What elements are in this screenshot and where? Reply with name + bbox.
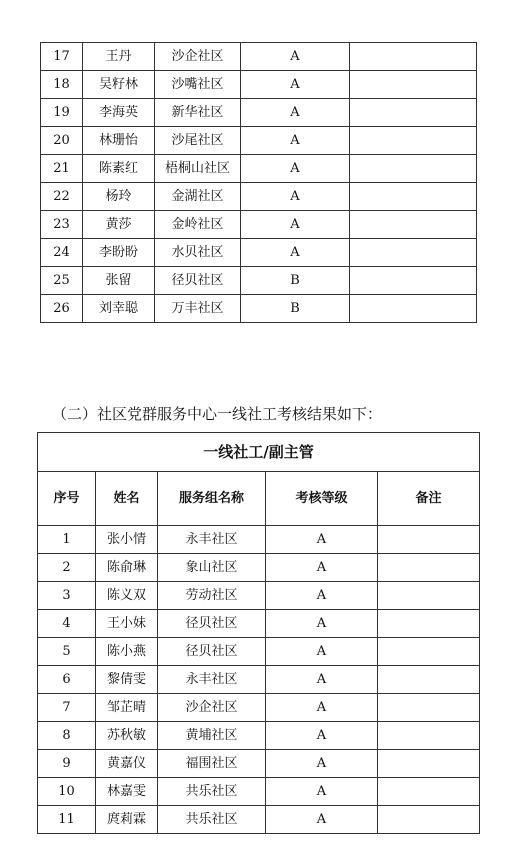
- cell-grade: A: [266, 526, 378, 554]
- cell-note: [378, 750, 480, 778]
- cell-grade: A: [266, 554, 378, 582]
- cell-grade: B: [241, 267, 350, 295]
- cell-name: 杨玲: [83, 183, 155, 211]
- cell-note: [378, 694, 480, 722]
- cell-name: 邹芷晴: [96, 694, 158, 722]
- cell-note: [350, 295, 477, 323]
- cell-community: 径贝社区: [158, 638, 266, 666]
- cell-grade: A: [266, 778, 378, 806]
- table-row: [38, 526, 480, 554]
- cell-name: 张留: [83, 267, 155, 295]
- cell-community: 万丰社区: [155, 295, 241, 323]
- cell-grade: A: [241, 43, 350, 71]
- cell-grade: A: [266, 638, 378, 666]
- cell-no: 18: [41, 71, 83, 99]
- cell-no: 4: [38, 610, 96, 638]
- frontline-social-worker-table-body: [38, 526, 480, 834]
- cell-community: 黄埔社区: [158, 722, 266, 750]
- cell-community: 共乐社区: [158, 778, 266, 806]
- cell-no: 9: [38, 750, 96, 778]
- table-row: [41, 239, 477, 267]
- cell-note: [350, 239, 477, 267]
- cell-note: [378, 666, 480, 694]
- frontline-social-worker-table: [37, 432, 480, 834]
- cell-community: 径贝社区: [158, 610, 266, 638]
- cell-community: 金湖社区: [155, 183, 241, 211]
- cell-grade: A: [241, 99, 350, 127]
- cell-note: [350, 99, 477, 127]
- cell-note: [350, 43, 477, 71]
- table-row: [38, 722, 480, 750]
- table-header-row: [38, 472, 480, 526]
- table-row: [38, 638, 480, 666]
- cell-no: 5: [38, 638, 96, 666]
- cell-note: [350, 155, 477, 183]
- cell-note: [350, 267, 477, 295]
- cell-no: 20: [41, 127, 83, 155]
- assessment-table-part1-body: [41, 43, 477, 323]
- cell-no: 7: [38, 694, 96, 722]
- section-heading: （二）社区党群服务中心一线社工考核结果如下：: [52, 405, 383, 423]
- cell-community: 水贝社区: [155, 239, 241, 267]
- cell-no: 1: [38, 526, 96, 554]
- cell-name: 张小情: [96, 526, 158, 554]
- cell-grade: A: [241, 71, 350, 99]
- cell-community: 新华社区: [155, 99, 241, 127]
- cell-note: [378, 582, 480, 610]
- cell-grade: A: [266, 694, 378, 722]
- cell-name: 苏秋敏: [96, 722, 158, 750]
- cell-community: 沙嘴社区: [155, 71, 241, 99]
- header-grade: 考核等级: [266, 472, 378, 526]
- table-row: [38, 694, 480, 722]
- table-row: [38, 610, 480, 638]
- cell-grade: A: [266, 806, 378, 834]
- cell-no: 19: [41, 99, 83, 127]
- cell-name: 庹莉霖: [96, 806, 158, 834]
- cell-no: 22: [41, 183, 83, 211]
- table-title: 一线社工/副主管: [38, 433, 480, 472]
- cell-no: 3: [38, 582, 96, 610]
- table-row: [38, 554, 480, 582]
- table-row: [38, 778, 480, 806]
- header-name: 姓名: [96, 472, 158, 526]
- cell-community: 梧桐山社区: [155, 155, 241, 183]
- table-row: [41, 43, 477, 71]
- cell-no: 17: [41, 43, 83, 71]
- cell-community: 沙尾社区: [155, 127, 241, 155]
- cell-name: 陈俞琳: [96, 554, 158, 582]
- table-row: [41, 295, 477, 323]
- table-row: [38, 806, 480, 834]
- table-row: [41, 127, 477, 155]
- cell-grade: A: [241, 211, 350, 239]
- cell-name: 林嘉雯: [96, 778, 158, 806]
- cell-note: [378, 554, 480, 582]
- cell-name: 李盼盼: [83, 239, 155, 267]
- cell-grade: A: [241, 127, 350, 155]
- cell-name: 黄莎: [83, 211, 155, 239]
- cell-name: 李海英: [83, 99, 155, 127]
- cell-name: 陈义双: [96, 582, 158, 610]
- cell-note: [350, 71, 477, 99]
- table-row: [38, 582, 480, 610]
- cell-community: 金岭社区: [155, 211, 241, 239]
- cell-community: 径贝社区: [155, 267, 241, 295]
- cell-community: 共乐社区: [158, 806, 266, 834]
- table-row: [41, 71, 477, 99]
- table-row: [41, 183, 477, 211]
- cell-note: [350, 211, 477, 239]
- table-row: [38, 750, 480, 778]
- cell-community: 象山社区: [158, 554, 266, 582]
- cell-no: 25: [41, 267, 83, 295]
- cell-note: [378, 722, 480, 750]
- cell-no: 10: [38, 778, 96, 806]
- cell-grade: A: [241, 239, 350, 267]
- cell-no: 24: [41, 239, 83, 267]
- cell-grade: A: [266, 666, 378, 694]
- header-no: 序号: [38, 472, 96, 526]
- cell-community: 沙企社区: [158, 694, 266, 722]
- cell-community: 沙企社区: [155, 43, 241, 71]
- cell-note: [378, 778, 480, 806]
- cell-note: [378, 638, 480, 666]
- cell-name: 黄嘉仪: [96, 750, 158, 778]
- cell-name: 陈素红: [83, 155, 155, 183]
- cell-community: 永丰社区: [158, 526, 266, 554]
- cell-community: 福围社区: [158, 750, 266, 778]
- cell-no: 6: [38, 666, 96, 694]
- cell-grade: A: [266, 610, 378, 638]
- cell-note: [350, 127, 477, 155]
- cell-name: 刘幸聪: [83, 295, 155, 323]
- cell-community: 永丰社区: [158, 666, 266, 694]
- cell-grade: A: [266, 722, 378, 750]
- header-community: 服务组名称: [158, 472, 266, 526]
- cell-grade: A: [241, 183, 350, 211]
- table-row: [41, 99, 477, 127]
- assessment-table-part1: [40, 42, 477, 323]
- cell-no: 23: [41, 211, 83, 239]
- table-row: [41, 267, 477, 295]
- cell-note: [378, 610, 480, 638]
- table-row: [41, 211, 477, 239]
- table-row: [38, 666, 480, 694]
- table-row: [41, 155, 477, 183]
- cell-name: 王丹: [83, 43, 155, 71]
- cell-no: 2: [38, 554, 96, 582]
- cell-grade: B: [241, 295, 350, 323]
- cell-no: 8: [38, 722, 96, 750]
- cell-no: 26: [41, 295, 83, 323]
- cell-grade: A: [266, 582, 378, 610]
- cell-community: 劳动社区: [158, 582, 266, 610]
- cell-no: 11: [38, 806, 96, 834]
- cell-grade: A: [266, 750, 378, 778]
- cell-name: 黎倩雯: [96, 666, 158, 694]
- cell-note: [350, 183, 477, 211]
- cell-name: 吴籽林: [83, 71, 155, 99]
- cell-name: 王小妹: [96, 610, 158, 638]
- cell-note: [378, 526, 480, 554]
- cell-name: 陈小燕: [96, 638, 158, 666]
- cell-no: 21: [41, 155, 83, 183]
- header-note: 备注: [378, 472, 480, 526]
- cell-name: 林珊怡: [83, 127, 155, 155]
- cell-grade: A: [241, 155, 350, 183]
- cell-note: [378, 806, 480, 834]
